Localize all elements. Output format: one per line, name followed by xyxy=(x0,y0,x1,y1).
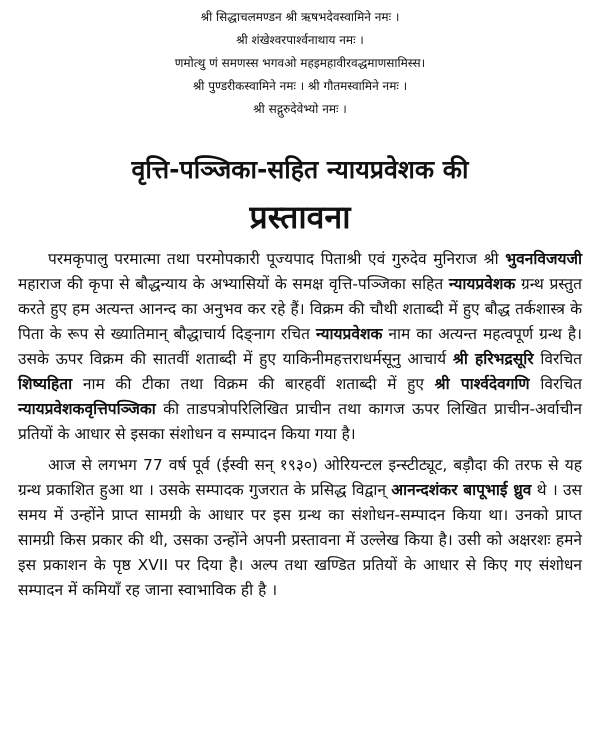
bold-name: भुवनविजयजी xyxy=(505,250,582,268)
invocation-line: श्री सिद्धाचलमण्डन श्री ऋषभदेवस्वामिने नमः । xyxy=(200,10,400,24)
text-run: ग्रन्थ प्रस्तुत करते हुए हम अत्यन्त आनन्द का अनुभव कर रहे हैं। विक्रम की चौथी शताब्दी में हुए बौद्ध तर्कशास्त्र के पिता के रूप से ख्यातिमान् बौद्धाचार्य दिङ्नाग रचित xyxy=(18,275,582,343)
section-heading: प्रस्तावना xyxy=(249,198,351,236)
paragraph-2 xyxy=(18,453,582,603)
bold-name: आनन्दशंकर बापूभाई ध्रुव xyxy=(391,481,532,499)
invocation-block xyxy=(18,0,582,121)
bold-name: न्यायप्रवेशक xyxy=(315,325,383,343)
invocation-line: श्री पुण्डरीकस्वामिने नमः । श्री गौतमस्वामिने नमः । xyxy=(192,79,408,93)
text-run: थे । उस समय में उन्होंने प्राप्त सामग्री के आधार पर इस ग्रन्थ का संशोधन-सम्पादन किया था। उनको प्राप्त सामग्री किस प्रकार की थी, उसका उन्होंने अपनी प्रस्तावना में उल्लेख किया है। उसी को अक्षरशः हमने इस प्रकाशन के पृष्ठ XVII पर दिया है। अल्प तथा खण्डित प्रतियों के आधार से किए गए संशोधन सम्पादन में कमियाँ रह जाना स्वाभाविक ही है । xyxy=(18,481,582,599)
text-run: परमकृपालु परमात्मा तथा परमोपकारी पूज्यपाद पिताश्री एवं गुरुदेव मुनिराज श्री xyxy=(48,250,506,268)
invocation-line: णमोत्थु णं समणस्स भगवओ महइमहावीरवद्धमाणसामिस्स। xyxy=(174,56,426,70)
text-run: नाम का अत्यन्त महत्वपूर्ण ग्रन्थ है। उसके ऊपर विक्रम की सातवीं शताब्दी में हुए याकिनीमहत्तराधर्मसूनु आचार्य xyxy=(18,325,582,368)
paragraph-1 xyxy=(18,247,582,447)
text-run: की ताडपत्रोपरिलिखित प्राचीन तथा कागज ऊपर लिखित प्राचीन-अर्वाचीन प्रतियों के आधार से इसका संशोधन व सम्पादन किया गया है। xyxy=(18,400,582,443)
text-run: विरचित xyxy=(529,375,582,393)
document-title: वृत्ति-पञ्जिका-सहित न्यायप्रवेशक की xyxy=(131,155,469,184)
invocation-line: श्री शंखेश्वरपार्श्वनाथाय नमः । xyxy=(236,33,364,47)
text-run: महाराज की कृपा से बौद्धन्याय के अभ्यासियों के समक्ष वृत्ति-पञ्जिका सहित xyxy=(18,275,449,293)
bold-name: श्री हरिभद्रसूरि xyxy=(452,350,534,368)
bold-name: न्यायप्रवेशक xyxy=(448,275,516,293)
invocation-line: श्री सद्गुरुदेवेभ्यो नमः । xyxy=(253,102,347,116)
text-run: आज से लगभग 77 वर्ष पूर्व (ईस्वी सन् १९३०) ओरियन्टल इन्स्टीट्यूट, बड़ौदा की तरफ से यह ग्रन्थ प्रकाशित हुआ था । उसके सम्पादक गुजरात के प्रसिद्ध विद्वान् xyxy=(18,456,582,499)
body-text xyxy=(18,247,582,603)
bold-name: श्री पार्श्वदेवगणि xyxy=(434,375,530,393)
bold-name: शिष्यहिता xyxy=(18,375,73,393)
bold-name: न्यायप्रवेशकवृत्तिपञ्जिका xyxy=(18,400,156,418)
text-run: नाम की टीका तथा विक्रम की बारहवीं शताब्दी में हुए xyxy=(72,375,435,393)
text-run: विरचित xyxy=(533,350,583,368)
